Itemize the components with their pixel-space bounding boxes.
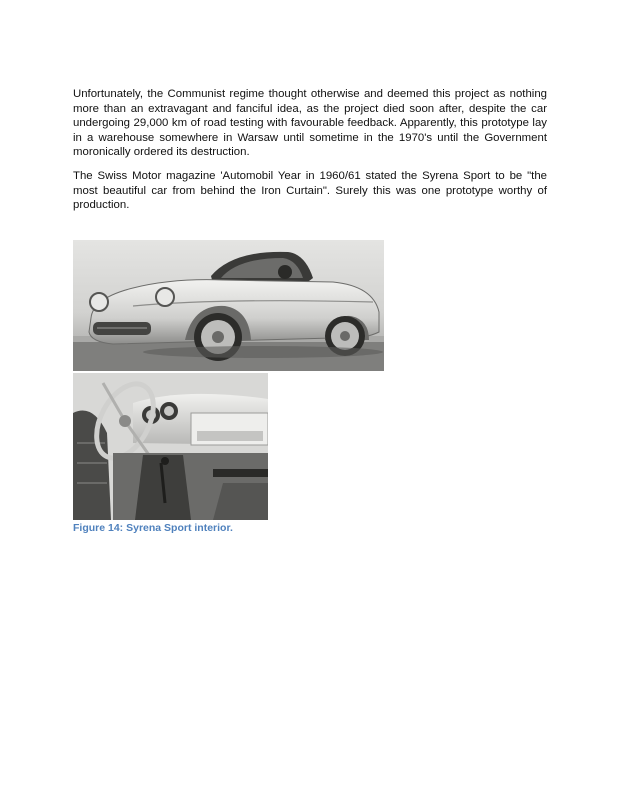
figure-caption: Figure 14: Syrena Sport interior. [73,522,233,534]
paragraph-regime: Unfortunately, the Communist regime thought otherwise and deemed this project as nothing more than an extravagant and fanciful idea, as the project died soon after, despite the car undergoing 29,000 km of road testing with favourable feedback. Apparently, this prototype lay in a warehouse somewhere in Warsaw until sometime in the 1970's until the Government moronically ordered its destruction. [73,88,547,159]
syrena-sport-interior-photo [73,373,268,520]
paragraph-swiss-magazine: The Swiss Motor magazine 'Automobil Year in 1960/61 stated the Syrena Sport to be "the most beautiful car from behind the Iron Curtain". Surely this was one prototype worthy of production. [73,170,547,212]
syrena-sport-exterior-photo [73,240,384,371]
